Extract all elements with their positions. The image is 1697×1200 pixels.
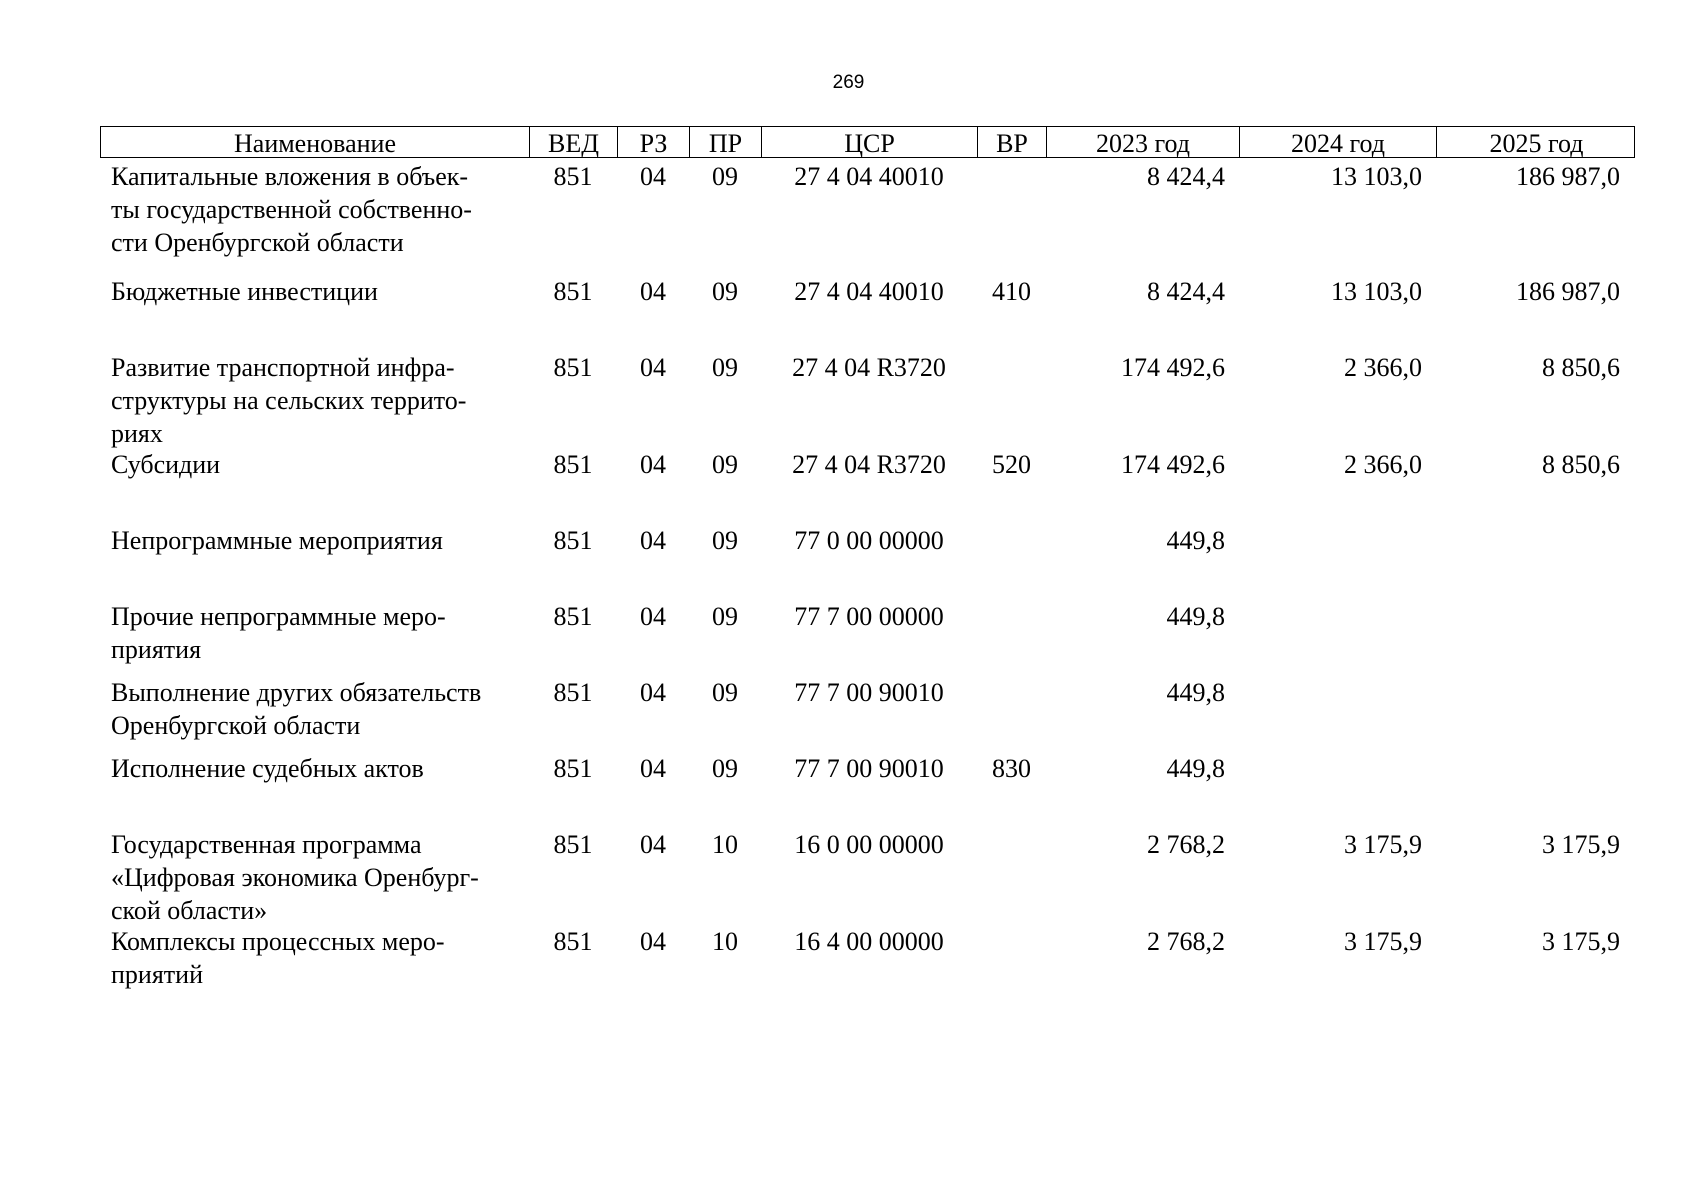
cell-rz: 04: [640, 927, 666, 956]
cell-csr: 16 4 00 00000: [794, 927, 944, 956]
row-name-line: Исполнение судебных актов: [111, 754, 424, 783]
row-name-line: Выполнение других обязательств: [111, 678, 482, 707]
cell-ved: 851: [553, 526, 593, 555]
cell-y2025: 3 175,9: [1542, 927, 1620, 956]
row-name: [111, 828, 521, 927]
row-name: [111, 752, 521, 785]
cell-rz: 04: [640, 162, 666, 191]
cell-rz: 04: [640, 450, 666, 479]
cell-pr: 09: [712, 162, 738, 191]
cell-ved: 851: [553, 602, 593, 631]
cell-y2023: 174 492,6: [1121, 450, 1225, 479]
cell-y2024: 3 175,9: [1344, 927, 1422, 956]
cell-rz: 04: [640, 754, 666, 783]
row-name-line: Капитальные вложения в объек-: [111, 162, 469, 191]
table-header: [100, 126, 1635, 158]
cell-vr: 520: [992, 450, 1031, 479]
column-header-rz: РЗ: [618, 127, 690, 157]
cell-y2023: 449,8: [1166, 602, 1225, 631]
row-name: [111, 448, 521, 481]
cell-y2023: 449,8: [1166, 754, 1225, 783]
cell-ved: 851: [553, 162, 593, 191]
row-name-line: Государственная программа: [111, 830, 422, 859]
row-name-line: приятий: [111, 960, 203, 989]
row-name: [111, 524, 521, 557]
cell-pr: 09: [712, 450, 738, 479]
cell-y2025: 8 850,6: [1542, 353, 1620, 382]
cell-ved: 851: [553, 678, 593, 707]
cell-y2023: 8 424,4: [1147, 162, 1225, 191]
column-header-2024: 2024 год: [1240, 127, 1437, 157]
cell-y2024: 3 175,9: [1344, 830, 1422, 859]
cell-csr: 27 4 04 R3720: [792, 450, 946, 479]
cell-rz: 04: [640, 526, 666, 555]
row-name-line: ской области»: [111, 896, 268, 925]
cell-pr: 09: [712, 602, 738, 631]
cell-pr: 09: [712, 277, 738, 306]
row-name-line: сти Оренбургской области: [111, 228, 404, 257]
column-header-2025: 2025 год: [1489, 129, 1584, 158]
cell-ved: 851: [553, 830, 593, 859]
cell-pr: 09: [712, 353, 738, 382]
row-name-line: структуры на сельских террито-: [111, 386, 467, 415]
cell-rz: 04: [640, 602, 666, 631]
row-name-line: Субсидии: [111, 450, 221, 479]
page-number: 269: [832, 72, 865, 93]
cell-ved: 851: [553, 450, 593, 479]
row-name: [111, 160, 521, 259]
cell-pr: 10: [712, 927, 738, 956]
cell-y2024: 13 103,0: [1331, 162, 1422, 191]
row-name-line: приятия: [111, 635, 202, 664]
column-header-vr: ВР: [978, 127, 1047, 157]
cell-csr: 27 4 04 40010: [794, 162, 944, 191]
cell-pr: 09: [712, 678, 738, 707]
cell-csr: 77 7 00 90010: [794, 754, 944, 783]
cell-rz: 04: [640, 353, 666, 382]
row-name-line: Бюджетные инвестиции: [111, 277, 378, 306]
cell-csr: 27 4 04 R3720: [792, 353, 946, 382]
row-name-line: Прочие непрограммные меро-: [111, 602, 446, 631]
cell-y2025: 3 175,9: [1542, 830, 1620, 859]
cell-y2023: 449,8: [1166, 678, 1225, 707]
cell-y2023: 174 492,6: [1121, 353, 1225, 382]
row-name: [111, 351, 521, 450]
row-name: [111, 600, 521, 666]
cell-csr: 77 7 00 00000: [794, 602, 944, 631]
row-name-line: Развитие транспортной инфра-: [111, 353, 455, 382]
cell-y2025: 186 987,0: [1516, 162, 1620, 191]
cell-y2024: 2 366,0: [1344, 450, 1422, 479]
column-header-ved: ВЕД: [530, 127, 618, 157]
row-name-line: Непрограммные мероприятия: [111, 526, 443, 555]
cell-ved: 851: [553, 754, 593, 783]
cell-csr: 77 0 00 00000: [794, 526, 944, 555]
row-name-line: «Цифровая экономика Оренбург-: [111, 863, 479, 892]
row-name-line: Оренбургской области: [111, 711, 361, 740]
cell-y2023: 2 768,2: [1147, 927, 1225, 956]
column-header-2023: 2023 год: [1047, 127, 1240, 157]
row-name-line: ты государственной собственно-: [111, 195, 472, 224]
cell-y2024: 2 366,0: [1344, 353, 1422, 382]
cell-csr: 77 7 00 90010: [794, 678, 944, 707]
column-header-pr: ПР: [690, 127, 762, 157]
row-name-line: Комплексы процессных меро-: [111, 927, 445, 956]
cell-y2025: 186 987,0: [1516, 277, 1620, 306]
cell-y2024: 13 103,0: [1331, 277, 1422, 306]
cell-pr: 09: [712, 754, 738, 783]
row-name-line: риях: [111, 419, 163, 448]
cell-rz: 04: [640, 830, 666, 859]
row-name: [111, 676, 521, 742]
cell-pr: 09: [712, 526, 738, 555]
cell-y2025: 8 850,6: [1542, 450, 1620, 479]
cell-pr: 10: [712, 830, 738, 859]
column-header-name: Наименование: [101, 127, 530, 157]
cell-rz: 04: [640, 277, 666, 306]
cell-csr: 27 4 04 40010: [794, 277, 944, 306]
cell-vr: 410: [992, 277, 1031, 306]
cell-vr: 830: [992, 754, 1031, 783]
cell-csr: 16 0 00 00000: [794, 830, 944, 859]
cell-y2023: 2 768,2: [1147, 830, 1225, 859]
row-name: [111, 925, 521, 991]
cell-ved: 851: [553, 353, 593, 382]
cell-rz: 04: [640, 678, 666, 707]
cell-ved: 851: [553, 277, 593, 306]
cell-y2023: 449,8: [1166, 526, 1225, 555]
row-name: [111, 275, 521, 308]
column-header-csr: ЦСР: [762, 127, 978, 157]
cell-ved: 851: [553, 927, 593, 956]
cell-y2023: 8 424,4: [1147, 277, 1225, 306]
